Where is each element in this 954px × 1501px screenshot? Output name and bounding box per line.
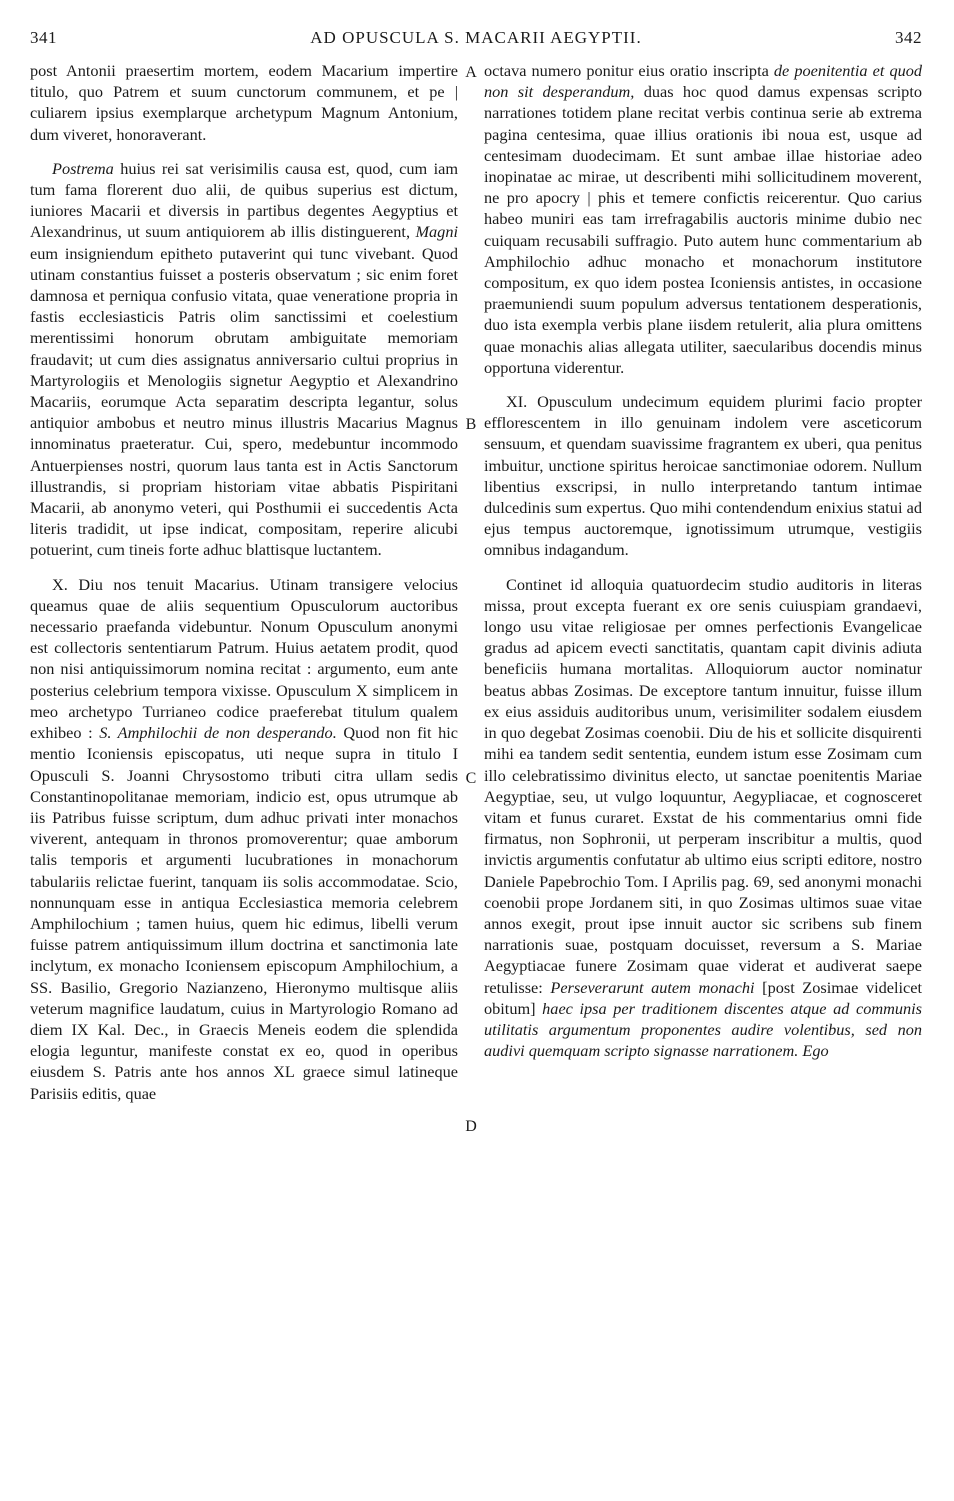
margin-marker-b: B	[465, 416, 477, 433]
paragraph-text: eum insigniendum epitheto putaverint qui tunc vivebant. Quod utinam constantius fuisset a posteris observatum ; sic enim foret damnosa et perniqua confusio vitata, quae veneratione propria in fastis ecclesiasticis Patris olim sanctissimi et coelestium merentissimi honorum obrutam ambiguitate memoriam fraudavit; ut cum dies assignatus anniversario cultui proprius in Martyrologiis et Menologiis signetur Aegyptio et Alexandrino Macariis, eorumque Acta separatim descripta legantur, solus antiquior ambobus et neutro minus illustris Macarius Magnus innominatus praeteratur. Cui, spero, medebuntur incommodo Antuerpienses nostri, quorum laus tanta est in Actis Sanctorum illustrandis, si propriam historiam vitae abbatis Pispiritani Macarii, ab anonymo veteri, qui Posthumii ei succedentis Acta literis tradidit, ut ipse indicat, compositam, reperire alicubi potuerint, cum tineis forte adhuc blattisque luctantem.	[30, 243, 458, 560]
paragraph-text: huius rei sat verisimilis causa est, quod, cum iam tum fama florerent duo alii, de quibus superius est dictum, iuniores Macarii et diversis in partibus degentes Aegyptius et Alexandrinus, ut suum antiquiorem ab illis distinguerent,	[30, 158, 458, 242]
margin-marker-a: A	[465, 64, 477, 81]
emphasis: Perseverarunt autem monachi	[550, 977, 755, 997]
emphasis: Postrema	[52, 158, 114, 178]
paragraph	[30, 60, 458, 145]
margin-marker-c: C	[465, 770, 477, 787]
paragraph-text: octava numero ponitur eius oratio inscripta	[484, 61, 774, 80]
running-title: AD OPUSCULA S. MACARII AEGYPTII.	[310, 28, 642, 47]
paragraph	[484, 574, 922, 1062]
running-header	[30, 28, 922, 52]
paragraph-section-xi	[484, 391, 922, 561]
left-column	[30, 60, 458, 1104]
emphasis: haec ipsa per traditionem discentes atque ad communis utilitatis argumentum proponentes audire volentibus, sed non audivi quemquam scripto signasse narrationem. Ego	[484, 998, 923, 1061]
paragraph-text: XI. Opusculum undecimum equidem plurimi facio propter efflorescentem in illo genuinam indolem vere asceticorum sensuum, et quendam suavissime fragrantem ex uberi, qua penitus imbuitur, unctione spiritus heroicae sanctimoniae odorem. Nullum libentius exscripsi, in nullo interpretando tantum intimae dulcedinis sum expertus. Quo mihi contendendum enixius statui ad ejus tempus auctoremque, ignotissimum utrumque, vestigiis omnibus indagandum.	[484, 392, 922, 560]
emphasis: S. Amphilochii de non desperando.	[99, 723, 337, 743]
page-number-right: 342	[895, 28, 922, 47]
paragraph-text: Continet id alloquia quatuordecim studio auditoris in literas missa, prout excepta fuerant ex ore senis cuiuspiam grandaevi, longo usu vitae religiosae per omnes perfectionis Evangelicae gradus ad apicem evecti sanctitatis, quantam capit divinis adiuta beneficiis humana mortalitas. Alloquiorum auctor nominatur beatus abbas Zosimas. De exceptore tantum innuitur, fuisse illum ex eius assiduis auditoribus unum, verisimiliter sodalem eiusdem in quo degebat Zosimas coenobii. Diu de his et sollicite disquirenti mihi ea tandem sedit sententia, eundem istum esse Zosimam cum illo celebratissimo divinitus electo, ut sanctae poenitentis Mariae Aegyptiae, seu, ut vulgo loquuntur, Aegypliacae, et cognosceret vitam et funus curaret. Exstat de his commentarius omni fide firmatus, non Sophronii, ut perperam inscribitur a multis, quod invictis argumentis confutatur ab ultimo eius scripti editore, nostro Daniele Papebrochio Tom. I Aprilis pag. 69, sed anonymi monachi coenobii prope Jordanem siti, in quo Zosimas ultimos suae vitae annos exegit, prout ipse innuit auctor sic scribens sub finem narrationis suae, postquam docuisset, reversum a S. Mariae Aegyptiacae funere Zosimam quae viderat et audiverat saepe retulisse:	[484, 574, 922, 997]
paragraph-text: Quod non fit hic mentio Iconiensis episcopatus, uti neque supra in titulo I Opusculi S. Joanni Chrysostomo tributi citra ullam sedis Constantinopolitanae memoriam, indicio est, opus utrumque ab iis Patribus fuisse scriptum, dum adhuc privati inter monachos viverent, antequam in thronos promoverentur; quae amborum talis temporis et argumenti lucubrationes in monachorum tabulariis relictae fuerint, tanquam iis solis accommodatae. Scio, nonnunquam esse in antiqua Ecclesiastica memoria celebrem Amphilochium ; tamen huius, quem hic edimus, libelli verum fuisse patrem antiquissimum illum doctrina et sanctimonia late inclytum, ex monacho Iconiensem episcopum Amphilochium, a SS. Basilio, Gregorio Nazianzeno, Hieronymo multisque aliis veterum magnifice laudatum, cuius in Martyrologio Romano ad diem IX Kal. Dec., in Graecis Meneis eodem die splendida elogia leguntur, manifeste constat ex eo, quod in operibus eiusdem S. Patris ante hos annos XL graece simul latineque Parisiis editis, quae	[30, 723, 458, 1103]
page-number-left: 341	[30, 28, 57, 47]
right-column	[484, 60, 922, 1061]
paragraph	[30, 158, 458, 561]
paragraph-text: post Antonii praesertim mortem, eodem Macarium impertire titulo, quo Patrem et suum cunctorum communem, et pe | culiarem ipsius exemplarque archetypum Magnum Antonium, dum viveret, honoraverant.	[30, 61, 458, 144]
paragraph-text: [post Zosimae videlicet obitum]	[484, 977, 923, 1018]
paragraph-text: X. Diu nos tenuit Macarius. Utinam transigere velocius queamus quae de aliis sequentium Opusculorum auctoribus necessario praefanda videbuntur. Nonum Opusculum anonymi est collectoris sententiarum Patrum. Huius aetatem prodit, quod non nisi antiquissimorum nomina recitat : argumento, eum ante posterius celebrium tempora vixisse. Opusculum X simplicem in meo archetypo Turrianeo codice praeferebat titulum qualem exhibeo :	[30, 574, 458, 743]
paragraph	[484, 60, 922, 378]
margin-marker-d: D	[465, 1118, 477, 1135]
emphasis: de poenitentia et quod non sit desperandum,	[484, 61, 923, 102]
paragraph-text: duas hoc quod damus expensas scripto narrationes totidem plane recitat verbis continua serie ab extrema pagina centesima, quae illius orationis ibi noua est, usque ad centesimam duodecimam. Et sunt ambae illae historiae adeo inopinatae ac mirae, ut describenti mihi sollicitudinem moverent, ne pro apocry | phis et temere confictis reicerentur. Quo carius habeo muniri eas tam irrefragabilis auctoris minime dubio nec cuiquam recusabili suffragio. Puto autem hunc commentarium ab Amphilochio adhuc monacho et monachorum institutore compositum, ex quo idem postea Iconiensis antistes, in occasione praemuniendi suum populum adversus tentationem desperationis, duo ista exempla verbis plane iisdem retulerit, alia plura omittens quae monachis alias allegata utiliter, saecularibus docendis minus opportuna viderentur.	[484, 82, 922, 377]
emphasis: Magni	[415, 222, 458, 242]
paragraph-section-x	[30, 574, 458, 1104]
